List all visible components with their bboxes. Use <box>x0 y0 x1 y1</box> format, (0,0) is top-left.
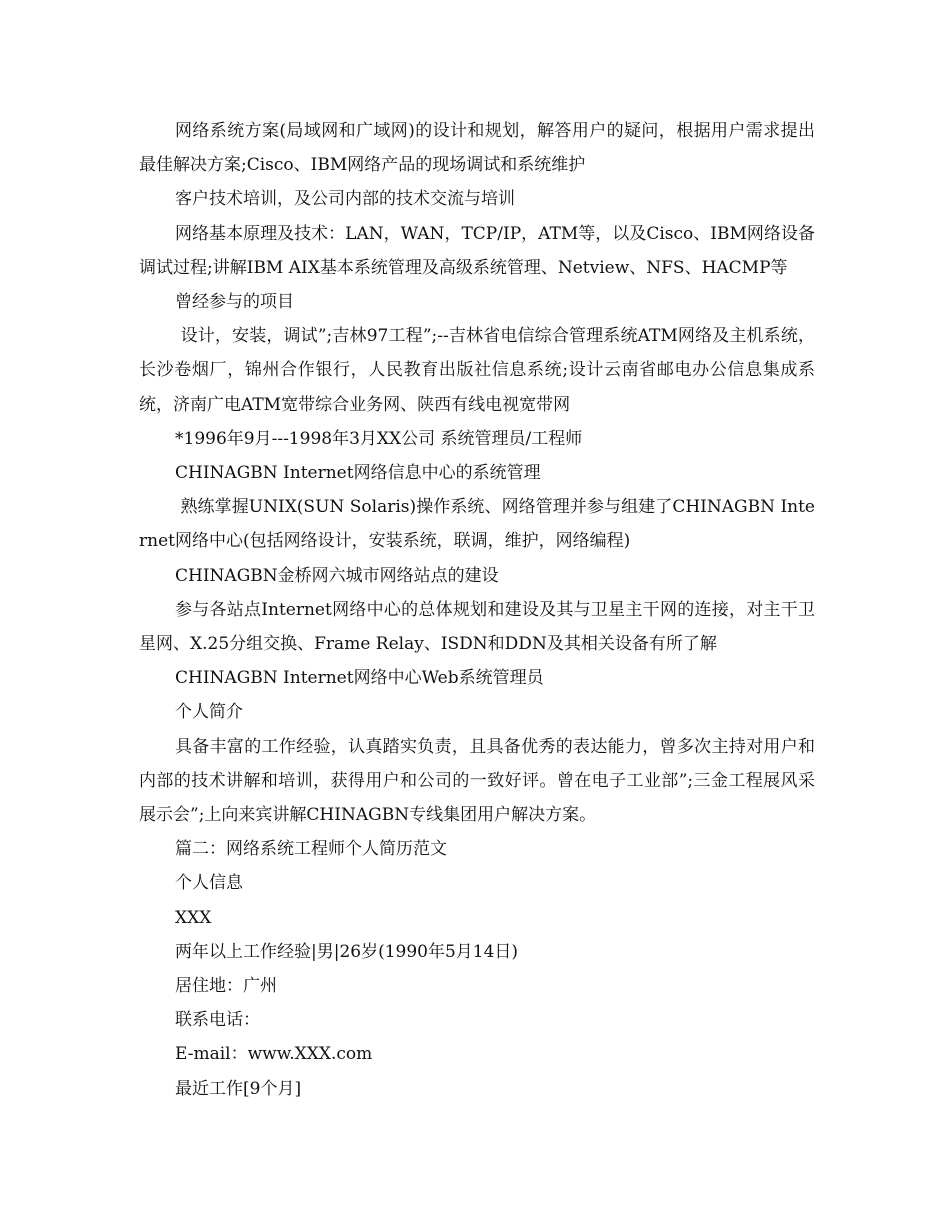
info-experience-gender-age: 两年以上工作经验|男|26岁(1990年5月14日) <box>175 941 519 962</box>
document-body <box>139 114 815 1106</box>
heading-personal-info: 个人信息 <box>175 873 243 894</box>
info-recent-work: 最近工作[9个月] <box>175 1078 302 1099</box>
paragraph-chinagbn-admin: CHINAGBN Internet网络信息中心的系统管理 <box>175 463 541 484</box>
paragraph-customer-training: 客户技术培训，及公司内部的技术交流与培训 <box>175 189 515 210</box>
paragraph-job-period: *1996年9月---1998年3月XX公司 系统管理员/工程师 <box>175 428 583 449</box>
info-phone: 联系电话： <box>175 1010 260 1031</box>
paragraph-projects-list: 设计，安装，调试”;吉林97工程”;--吉林省电信综合管理系统ATM网络及主机系统，长沙卷烟厂，锦州合作银行，人民教育出版社信息系统;设计云南省邮电办公信息集成系统，济南广电ATM宽带综合业务网、陕西有线电视宽带网 <box>139 326 815 415</box>
paragraph-unix-skills: 熟练掌握UNIX(SUN Solaris)操作系统、网络管理并参与组建了CHINAGBN Internet网络中心(包括网络设计，安装系统，联调，维护，网络编程) <box>139 497 815 552</box>
heading-past-projects: 曾经参与的项目 <box>175 292 294 313</box>
paragraph-web-admin: CHINAGBN Internet网络中心Web系统管理员 <box>175 668 544 689</box>
info-email: E-mail：www.XXX.com <box>175 1044 373 1065</box>
paragraph-satellite-network: 参与各站点Internet网络中心的总体规划和建设及其与卫星主干网的连接，对主干卫星网、X.25分组交换、Frame Relay、ISDN和DDN及其相关设备有所了解 <box>139 599 815 655</box>
paragraph-personal-intro: 具备丰富的工作经验，认真踏实负责，且具备优秀的表达能力，曾多次主持对用户和内部的技术讲解和培训，获得用户和公司的一致好评。曾在电子工业部”;三金工程展风采展示会”;上向来宾讲解CHINAGBN专线集团用户解决方案。 <box>139 736 815 826</box>
info-name: XXX <box>175 907 212 928</box>
heading-personal-intro: 个人简介 <box>175 702 243 723</box>
heading-article-two: 篇二：网络系统工程师个人简历范文 <box>175 839 447 860</box>
paragraph-chinagbn-sites: CHINAGBN金桥网六城市网络站点的建设 <box>175 565 499 586</box>
paragraph-network-solution: 网络系统方案(局域网和广域网)的设计和规划，解答用户的疑问，根据用户需求提出最佳解决方案;Cisco、IBM网络产品的现场调试和系统维护 <box>139 121 815 176</box>
paragraph-network-principles: 网络基本原理及技术：LAN，WAN，TCP/IP，ATM等，以及Cisco、IBM网络设备调试过程;讲解IBM AIX基本系统管理及高级系统管理、Netview、NFS、HACMP等 <box>139 223 815 278</box>
info-residence: 居住地：广州 <box>175 976 277 997</box>
